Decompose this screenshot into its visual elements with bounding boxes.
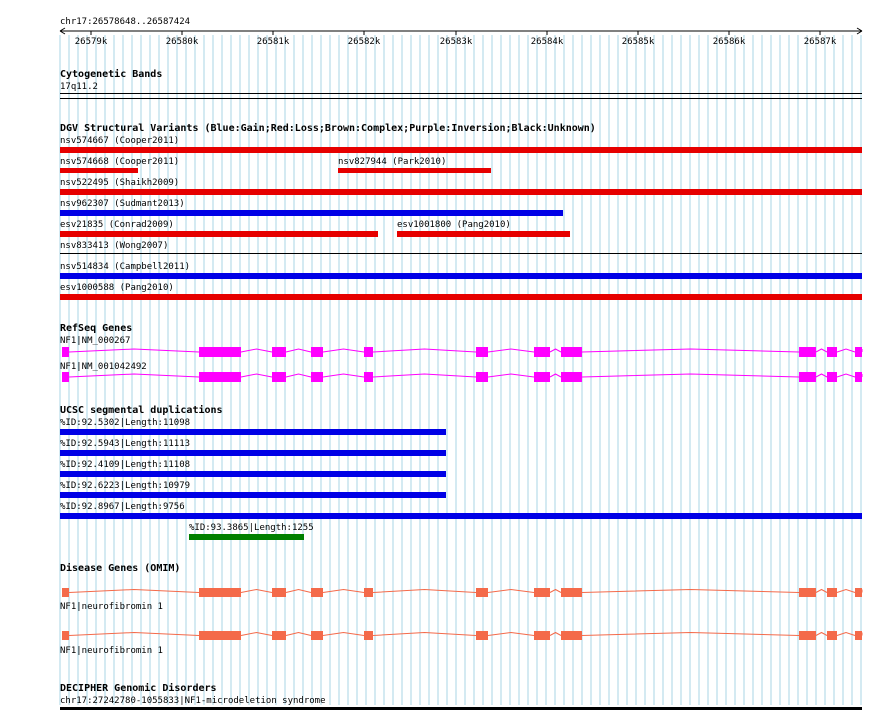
variant-label: nsv833413 (Wong2007) [60, 241, 169, 251]
variant-bar-loss[interactable] [397, 231, 570, 237]
exon-block [62, 631, 69, 640]
ruler-tick-label: 26585k [621, 37, 655, 47]
exon-block [827, 631, 837, 640]
gene-model[interactable] [62, 631, 862, 640]
variant-label: nsv514834 (Campbell2011) [60, 262, 191, 272]
gene-label: NF1|NM_001042492 [60, 362, 147, 372]
variant-bar-loss[interactable] [60, 147, 862, 153]
exon-block [311, 347, 323, 357]
exon-block [534, 372, 550, 382]
track-title-cytoband: Cytogenetic Bands [60, 69, 163, 80]
exon-block [561, 372, 582, 382]
coordinate-label: chr17:26578648..26587424 [60, 17, 191, 27]
exon-block [855, 372, 862, 382]
ruler-tick-label: 26586k [712, 37, 746, 47]
ruler-tick-label: 26581k [256, 37, 290, 47]
exon-block [364, 347, 373, 357]
track-title-omim: Disease Genes (OMIM) [60, 563, 181, 574]
exon-block [799, 631, 816, 640]
cytoband-bar-bottom [60, 98, 862, 99]
disorder-bar[interactable] [60, 707, 862, 710]
cytoband-bar-top [60, 93, 862, 94]
exon-block [272, 631, 286, 640]
gene-model[interactable] [62, 347, 862, 357]
segdup-bar[interactable] [60, 492, 446, 498]
variant-bar-loss[interactable] [60, 294, 862, 300]
exon-block [476, 588, 488, 597]
ruler-tick-label: 26584k [530, 37, 564, 47]
variant-label: nsv574667 (Cooper2011) [60, 136, 180, 146]
exon-block [272, 347, 286, 357]
track-title-dgv: DGV Structural Variants (Blue:Gain;Red:Loss;Brown:Complex;Purple:Inversion;Black:Unknown) [60, 123, 596, 134]
exon-block [534, 588, 550, 597]
track-omim-disease-genes[interactable] [60, 562, 862, 656]
exon-block [476, 372, 488, 382]
exon-block [364, 631, 373, 640]
intron-line [69, 590, 855, 593]
disorder-label: chr17:27242780-1055833|NF1-microdeletion syndrome [60, 696, 326, 706]
variant-label: esv21835 (Conrad2009) [60, 220, 174, 230]
exon-block [199, 588, 241, 597]
segdup-label: %ID:92.6223|Length:10979 [60, 481, 191, 491]
segdup-label: %ID:92.4109|Length:11108 [60, 460, 191, 470]
exon-block [311, 631, 323, 640]
exon-block [561, 631, 582, 640]
ruler-tick-label: 26587k [803, 37, 837, 47]
exon-block [62, 372, 69, 382]
variant-label: esv1001800 (Pang2010) [397, 220, 511, 230]
variant-bar-loss[interactable] [60, 189, 862, 195]
segdup-label: %ID:93.3865|Length:1255 [189, 523, 314, 533]
gene-label: NF1|neurofibromin 1 [60, 602, 163, 612]
variant-bar-loss[interactable] [60, 231, 378, 237]
variant-label: esv1000588 (Pang2010) [60, 283, 174, 293]
variant-bar-gain[interactable] [60, 210, 563, 216]
exon-block [855, 631, 862, 640]
segdup-bar[interactable] [60, 450, 446, 456]
segdup-label: %ID:92.5943|Length:11113 [60, 439, 191, 449]
ruler-tick-label: 26579k [74, 37, 108, 47]
intron-line [69, 349, 855, 352]
exon-block [199, 372, 241, 382]
track-segmental-duplications[interactable] [60, 404, 862, 540]
exon-block [561, 588, 582, 597]
track-title-decipher: DECIPHER Genomic Disorders [60, 683, 217, 694]
exon-block [855, 588, 862, 597]
gene-model[interactable] [62, 588, 862, 597]
exon-block [827, 372, 837, 382]
exon-block [272, 588, 286, 597]
exon-block [799, 347, 816, 357]
variant-bar-unknown[interactable] [60, 253, 862, 254]
variant-label: nsv574668 (Cooper2011) [60, 157, 180, 167]
cytoband-label: 17q11.2 [60, 82, 98, 92]
ruler-ticks [75, 31, 837, 47]
variant-bar-loss[interactable] [338, 168, 491, 173]
exon-block [827, 347, 837, 357]
track-dgv-structural-variants[interactable] [60, 122, 862, 300]
exon-block [364, 588, 373, 597]
exon-block [561, 347, 582, 357]
intron-line [69, 633, 855, 636]
variant-label: nsv962307 (Sudmant2013) [60, 199, 185, 209]
exon-block [311, 588, 323, 597]
variant-label: nsv827944 (Park2010) [338, 157, 447, 167]
exon-block [799, 372, 816, 382]
segdup-bar[interactable] [60, 513, 862, 519]
ruler-tick-label: 26583k [439, 37, 473, 47]
ruler [60, 17, 862, 47]
gene-label: NF1|NM_000267 [60, 336, 131, 346]
exon-block [311, 372, 323, 382]
exon-block [199, 631, 241, 640]
gene-label: NF1|neurofibromin 1 [60, 646, 163, 656]
exon-block [62, 588, 69, 597]
exon-block [364, 372, 373, 382]
exon-block [799, 588, 816, 597]
exon-block [272, 372, 286, 382]
exon-block [855, 347, 862, 357]
exon-block [476, 631, 488, 640]
gene-model[interactable] [62, 372, 862, 382]
track-refseq-genes[interactable] [60, 323, 862, 382]
exon-block [534, 347, 550, 357]
segdup-bar[interactable] [60, 471, 446, 477]
exon-block [534, 631, 550, 640]
ruler-tick-label: 26582k [347, 37, 381, 47]
segdup-bar[interactable] [60, 429, 446, 435]
exon-block [476, 347, 488, 357]
track-title-segdup: UCSC segmental duplications [60, 405, 223, 416]
variant-bar-loss[interactable] [60, 168, 138, 173]
track-title-refseq: RefSeq Genes [60, 323, 133, 334]
track-decipher-genomic-disorders[interactable] [60, 682, 862, 710]
variant-bar-gain[interactable] [60, 273, 862, 279]
segdup-label: %ID:92.8967|Length:9756 [60, 502, 185, 512]
segdup-label: %ID:92.5302|Length:11098 [60, 418, 191, 428]
exon-block [199, 347, 241, 357]
ruler-tick-label: 26580k [165, 37, 199, 47]
grid-lines [60, 35, 861, 705]
exon-block [62, 347, 69, 357]
track-cytogenetic-bands[interactable] [60, 68, 862, 99]
exon-block [827, 588, 837, 597]
segdup-bar[interactable] [189, 534, 304, 540]
variant-label: nsv522495 (Shaikh2009) [60, 178, 180, 188]
intron-line [69, 374, 855, 377]
